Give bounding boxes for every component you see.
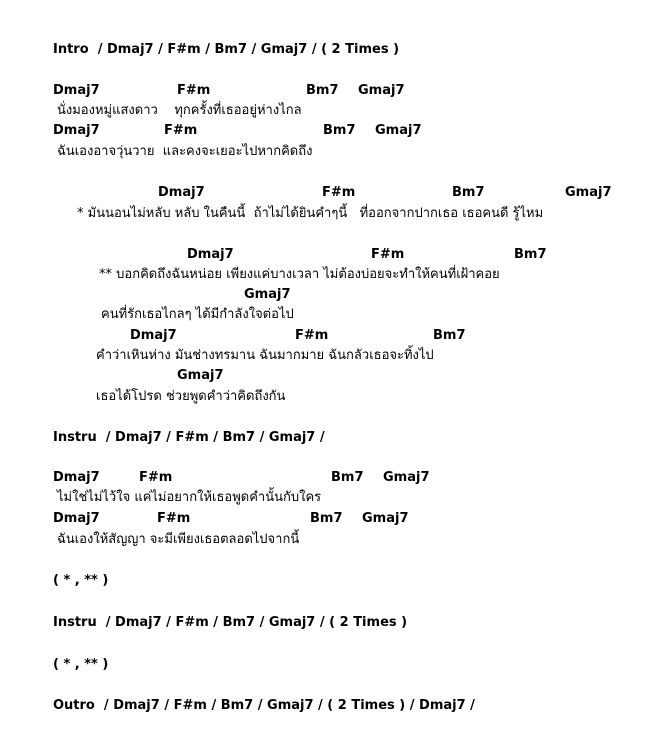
chord: Gmaj7: [565, 185, 612, 200]
chord: Dmaj7: [53, 83, 100, 98]
chord: Bm7: [433, 328, 466, 343]
chord: Dmaj7: [53, 511, 100, 526]
chord: Dmaj7: [187, 247, 234, 262]
chord: F#m: [139, 470, 173, 485]
chord: Gmaj7: [362, 511, 409, 526]
chord: Gmaj7: [177, 368, 224, 383]
chord: Gmaj7: [383, 470, 430, 485]
chord: Gmaj7: [358, 83, 405, 98]
chord: Bm7: [306, 83, 339, 98]
chord: Dmaj7: [130, 328, 177, 343]
lyric-line: ฉันเองให้สัญญา จะมีเพียงเธอตลอดไปจากนี้: [57, 532, 300, 547]
chord: Bm7: [452, 185, 485, 200]
lyric-line: เธอได้โปรด ช่วยพูดคำว่าคิดถึงกัน: [96, 389, 286, 404]
chord: F#m: [164, 123, 198, 138]
chord: Dmaj7: [53, 470, 100, 485]
lyric-line: ไม่ใช่ไม่ไว้ใจ แค่ไม่อยากให้เธอพูดคำนั้นกับใคร: [57, 490, 322, 505]
chord: Bm7: [514, 247, 547, 262]
lyric-line: ** บอกคิดถึงฉันหน่อย เพียงแค่บางเวลา ไม่ต้องบ่อยจะทำให้คนที่เฝ้าคอย: [99, 267, 500, 282]
chord: F#m: [177, 83, 211, 98]
repeat-marker: ( * , ** ): [53, 657, 109, 672]
chord: Dmaj7: [53, 123, 100, 138]
outro-line: Outro / Dmaj7 / F#m / Bm7 / Gmaj7 / ( 2 Times ) / Dmaj7 /: [53, 698, 475, 713]
lyric-line: ฉันเองอาจวุ่นวาย และคงจะเยอะไปหากคิดถึง: [57, 144, 313, 159]
chord: Gmaj7: [375, 123, 422, 138]
repeat-marker: ( * , ** ): [53, 573, 109, 588]
instru-line: Instru / Dmaj7 / F#m / Bm7 / Gmaj7 /: [53, 430, 325, 445]
lyric-line: * มันนอนไม่หลับ หลับ ในคืนนี้ ถ้าไม่ได้ยินคำๆนี้ ที่ออกจากปากเธอ เธอคนดี รู้ไหม: [77, 206, 544, 221]
lyric-line: คำว่าเหินห่าง มันช่างทรมาน ฉันมากมาย ฉันกลัวเธอจะทิ้งไป: [96, 348, 434, 363]
chord: Bm7: [331, 470, 364, 485]
chord: Bm7: [323, 123, 356, 138]
instru-line: Instru / Dmaj7 / F#m / Bm7 / Gmaj7 / ( 2 Times ): [53, 615, 408, 630]
chord: Dmaj7: [158, 185, 205, 200]
lyric-line: นั่งมองหมู่แสงดาว ทุกครั้งที่เธออยู่ห่างไกล: [57, 103, 302, 118]
lyric-line: คนที่รักเธอไกลๆ ได้มีกำลังใจต่อไป: [101, 307, 294, 322]
chord: Bm7: [310, 511, 343, 526]
chord: Gmaj7: [244, 287, 291, 302]
chord: F#m: [295, 328, 329, 343]
chord: F#m: [371, 247, 405, 262]
intro-line: Intro / Dmaj7 / F#m / Bm7 / Gmaj7 / ( 2 Times ): [53, 42, 400, 57]
chord: F#m: [322, 185, 356, 200]
chord: F#m: [157, 511, 191, 526]
